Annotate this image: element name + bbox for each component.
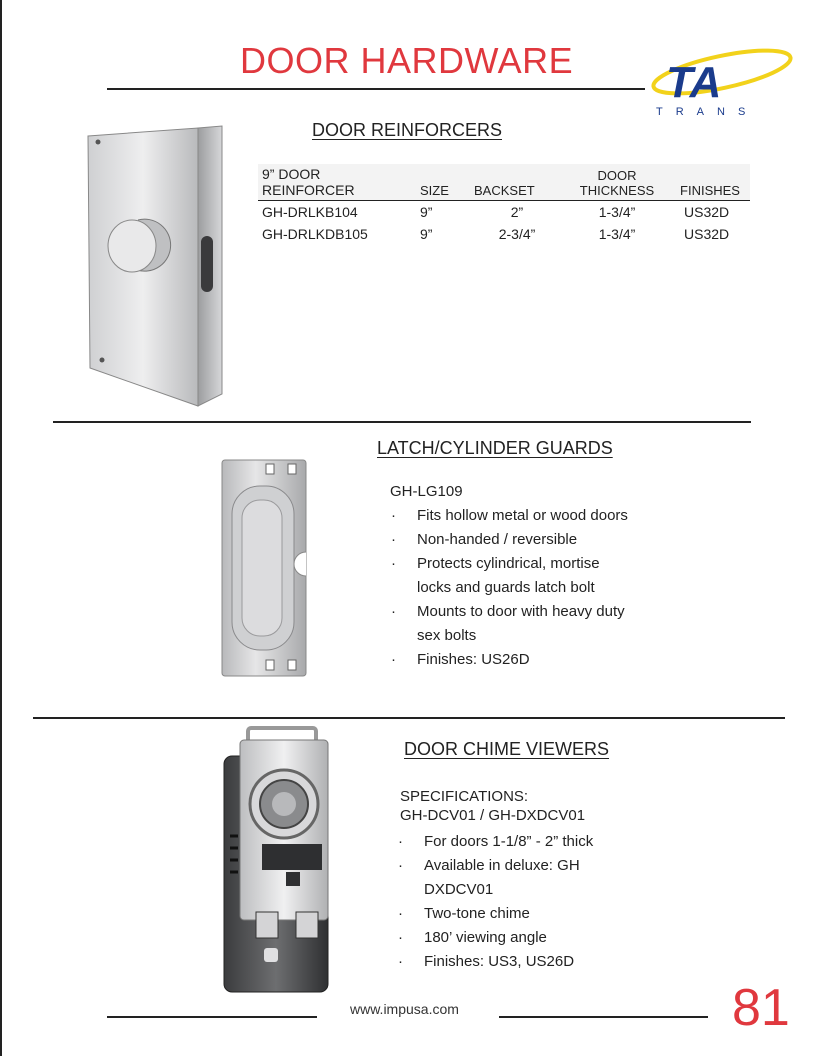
- list-item: [389, 576, 689, 600]
- door-reinforcers-title: DOOR REINFORCERS: [312, 120, 503, 140]
- page-left-border: [0, 0, 2, 1056]
- cell-thickness: 1-3/4”: [598, 226, 636, 242]
- cell-finish: US32D: [684, 204, 730, 220]
- cell-backset: 2”: [510, 204, 524, 220]
- door-reinforcer-table: [258, 164, 750, 245]
- header-thickness-line2: THICKNESS: [579, 183, 655, 198]
- cell-model: GH-DRLKB104: [262, 204, 358, 220]
- latch-guard-features: [389, 504, 689, 672]
- latch-guard-image: [218, 456, 310, 680]
- list-item: · For doors 1-1/8” - 2” thick: [396, 830, 696, 854]
- list-item: [396, 878, 696, 902]
- list-item-continuation: sex bolts: [417, 627, 477, 644]
- header-model-line2: REINFORCER: [262, 182, 355, 198]
- header-thickness-line1: DOOR: [597, 168, 637, 183]
- column-header-backset: BACKSET: [470, 164, 564, 201]
- viewer-spec-label: SPECIFICATIONS:: [400, 788, 529, 805]
- table-row: [258, 223, 750, 245]
- list-item: · Two-tone chime: [396, 902, 696, 926]
- footer-rule-left: [107, 1016, 317, 1018]
- list-item: · Mounts to door with heavy duty: [389, 600, 689, 624]
- cell-model: GH-DRLKDB105: [262, 226, 368, 242]
- viewer-features: [396, 830, 696, 974]
- list-item: · Protects cylindrical, mortise: [389, 552, 689, 576]
- footer-rule-right: [499, 1016, 708, 1018]
- section-divider-1: [53, 421, 751, 423]
- column-header-finishes: FINISHES: [670, 164, 750, 201]
- cell-finish: US32D: [684, 226, 730, 242]
- list-item: · Available in deluxe: GH: [396, 854, 696, 878]
- door-chime-viewers-title: DOOR CHIME VIEWERS: [404, 739, 610, 759]
- door-chime-viewer-image: [218, 726, 334, 996]
- latch-guards-title: LATCH/CYLINDER GUARDS: [377, 438, 613, 458]
- cell-backset: 2-3/4”: [498, 226, 536, 242]
- list-item-continuation: locks and guards latch bolt: [417, 579, 595, 596]
- cell-thickness: 1-3/4”: [598, 204, 636, 220]
- page-number: 81: [732, 979, 790, 1037]
- list-item: · Fits hollow metal or wood doors: [389, 504, 689, 528]
- header-model-line1: 9” DOOR: [262, 166, 321, 182]
- list-item: · Finishes: US26D: [389, 648, 689, 672]
- list-item: · Non-handed / reversible: [389, 528, 689, 552]
- page-title: DOOR HARDWARE: [240, 40, 574, 81]
- column-header-thickness: [564, 164, 670, 201]
- column-header-size: SIZE: [416, 164, 470, 201]
- column-header-model: [258, 164, 416, 201]
- list-item: · 180’ viewing angle: [396, 926, 696, 950]
- header-rule: [107, 88, 645, 90]
- table-header-row: [258, 164, 750, 201]
- latch-guard-model: GH-LG109: [390, 483, 463, 500]
- viewer-models: GH-DCV01 / GH-DXDCV01: [400, 807, 586, 824]
- list-item: · Finishes: US3, US26D: [396, 950, 696, 974]
- door-reinforcer-image: [80, 124, 230, 409]
- logo-letters: TA: [666, 58, 722, 107]
- cell-size: 9”: [420, 226, 433, 242]
- section-divider-2: [33, 717, 785, 719]
- footer-website: www.impusa.com: [350, 1001, 459, 1017]
- list-item-continuation: DXDCV01: [424, 881, 494, 898]
- list-item: [389, 624, 689, 648]
- logo-subtext: TRANS: [656, 106, 759, 118]
- table-row: [258, 201, 750, 224]
- cell-size: 9”: [420, 204, 433, 220]
